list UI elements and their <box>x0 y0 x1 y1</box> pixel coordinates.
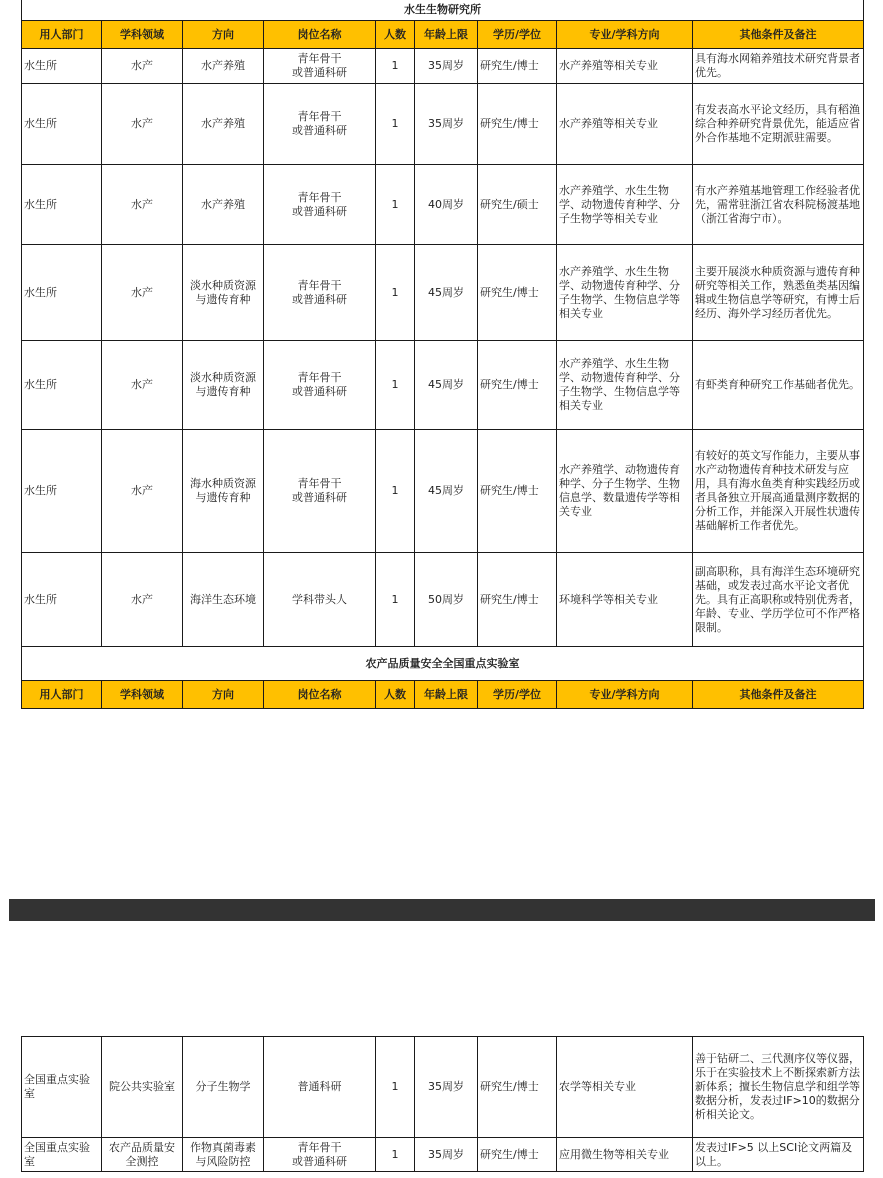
major-cell: 水产养殖等相关专业 <box>557 49 693 84</box>
count-cell: 1 <box>376 165 415 245</box>
field-cell: 院公共实验室 <box>102 1037 183 1138</box>
major-cell: 水产养殖学、水生生物学、动物遗传育种学、分子生物学等相关专业 <box>557 165 693 245</box>
degree-cell: 研究生/博士 <box>478 245 557 341</box>
count-cell: 1 <box>376 553 415 647</box>
column-header-field: 学科领域 <box>102 21 183 49</box>
column-header-post: 岗位名称 <box>264 21 376 49</box>
note-cell: 具有海水网箱养殖技术研究背景者优先。 <box>693 49 864 84</box>
dept-cell: 水生所 <box>22 341 102 430</box>
note-cell: 发表过IF>5 以上SCI论文两篇及以上。 <box>693 1138 864 1172</box>
header-row-quality-lab <box>22 681 864 709</box>
degree-cell: 研究生/博士 <box>478 430 557 553</box>
recruitment-table-page2 <box>21 1036 864 1172</box>
column-header-note: 其他条件及备注 <box>693 681 864 709</box>
count-cell: 1 <box>376 245 415 341</box>
field-cell: 水产 <box>102 430 183 553</box>
field-cell: 水产 <box>102 341 183 430</box>
field-cell: 农产品质量安全测控 <box>102 1138 183 1172</box>
age-limit-cell: 40周岁 <box>415 165 478 245</box>
degree-cell: 研究生/博士 <box>478 553 557 647</box>
age-limit-cell: 35周岁 <box>415 1138 478 1172</box>
degree-cell: 研究生/博士 <box>478 84 557 165</box>
degree-cell: 研究生/博士 <box>478 1037 557 1138</box>
direction-cell: 海洋生态环境 <box>183 553 264 647</box>
direction-cell: 水产养殖 <box>183 49 264 84</box>
column-header-field: 学科领域 <box>102 681 183 709</box>
dept-cell: 水生所 <box>22 553 102 647</box>
post-cell: 青年骨干 或普通科研 <box>264 84 376 165</box>
note-cell: 主要开展淡水种质资源与遗传育种研究等相关工作，熟悉鱼类基因编辑或生物信息学等研究，有博士后经历、海外学习经历者优先。 <box>693 245 864 341</box>
column-header-age: 年龄上限 <box>415 681 478 709</box>
age-limit-cell: 35周岁 <box>415 1037 478 1138</box>
column-header-post: 岗位名称 <box>264 681 376 709</box>
age-limit-cell: 35周岁 <box>415 84 478 165</box>
column-header-major: 专业/学科方向 <box>557 21 693 49</box>
degree-cell: 研究生/博士 <box>478 49 557 84</box>
dept-cell: 水生所 <box>22 49 102 84</box>
column-header-dept: 用人部门 <box>22 21 102 49</box>
recruitment-table-page1 <box>21 0 864 709</box>
post-cell: 青年骨干 或普通科研 <box>264 49 376 84</box>
count-cell: 1 <box>376 1037 415 1138</box>
note-cell: 善于钻研二、三代测序仪等仪器，乐于在实验技术上不断探索新方法新体系；擅长生物信息学和组学等数据分析，发表过IF>10的数据分析相关论文。 <box>693 1037 864 1138</box>
column-header-note: 其他条件及备注 <box>693 21 864 49</box>
column-header-dept: 用人部门 <box>22 681 102 709</box>
table-row <box>22 430 864 553</box>
table-row <box>22 49 864 84</box>
section-title-aquatic-institute <box>22 0 864 21</box>
column-header-age: 年龄上限 <box>415 21 478 49</box>
direction-cell: 作物真菌毒素与风险防控 <box>183 1138 264 1172</box>
dept-cell: 水生所 <box>22 245 102 341</box>
note-cell: 副高职称，具有海洋生态环境研究基础，或发表过高水平论文者优先。具有正高职称或特别优秀者，年龄、专业、学历学位可不作严格限制。 <box>693 553 864 647</box>
post-cell: 学科带头人 <box>264 553 376 647</box>
post-cell: 青年骨干 或普通科研 <box>264 1138 376 1172</box>
major-cell: 水产养殖学、水生生物学、动物遗传育种学、分子生物学、生物信息学等相关专业 <box>557 341 693 430</box>
page-divider-bar <box>9 899 875 921</box>
column-header-direction: 方向 <box>183 681 264 709</box>
table-row <box>22 165 864 245</box>
dept-cell: 全国重点实验室 <box>22 1037 102 1138</box>
field-cell: 水产 <box>102 553 183 647</box>
major-cell: 水产养殖等相关专业 <box>557 84 693 165</box>
column-header-count: 人数 <box>376 21 415 49</box>
degree-cell: 研究生/博士 <box>478 341 557 430</box>
age-limit-cell: 45周岁 <box>415 245 478 341</box>
degree-cell: 研究生/博士 <box>478 1138 557 1172</box>
count-cell: 1 <box>376 1138 415 1172</box>
table-row <box>22 1037 864 1138</box>
table-row <box>22 1138 864 1172</box>
post-cell: 青年骨干 或普通科研 <box>264 245 376 341</box>
field-cell: 水产 <box>102 49 183 84</box>
major-cell: 环境科学等相关专业 <box>557 553 693 647</box>
dept-cell: 水生所 <box>22 84 102 165</box>
age-limit-cell: 45周岁 <box>415 341 478 430</box>
direction-cell: 淡水种质资源与遗传育种 <box>183 341 264 430</box>
column-header-degree: 学历/学位 <box>478 21 557 49</box>
header-row-aquatic <box>22 21 864 49</box>
count-cell: 1 <box>376 84 415 165</box>
column-header-count: 人数 <box>376 681 415 709</box>
table-row <box>22 84 864 165</box>
field-cell: 水产 <box>102 245 183 341</box>
section-title-quality-safety-lab-text: 农产品质量安全全国重点实验室 <box>22 647 864 681</box>
count-cell: 1 <box>376 430 415 553</box>
section-title-aquatic-institute-text: 水生生物研究所 <box>22 0 864 21</box>
direction-cell: 分子生物学 <box>183 1037 264 1138</box>
degree-cell: 研究生/硕士 <box>478 165 557 245</box>
post-cell: 青年骨干 或普通科研 <box>264 341 376 430</box>
dept-cell: 水生所 <box>22 430 102 553</box>
major-cell: 应用微生物等相关专业 <box>557 1138 693 1172</box>
age-limit-cell: 50周岁 <box>415 553 478 647</box>
count-cell: 1 <box>376 49 415 84</box>
post-cell: 青年骨干 或普通科研 <box>264 165 376 245</box>
direction-cell: 淡水种质资源与遗传育种 <box>183 245 264 341</box>
table-row <box>22 553 864 647</box>
column-header-degree: 学历/学位 <box>478 681 557 709</box>
table-row <box>22 341 864 430</box>
direction-cell: 水产养殖 <box>183 84 264 165</box>
direction-cell: 海水种质资源与遗传育种 <box>183 430 264 553</box>
field-cell: 水产 <box>102 165 183 245</box>
note-cell: 有发表高水平论文经历，具有稻渔综合种养研究背景优先，能适应省外合作基地不定期派驻需要。 <box>693 84 864 165</box>
dept-cell: 全国重点实验室 <box>22 1138 102 1172</box>
note-cell: 有虾类育种研究工作基础者优先。 <box>693 341 864 430</box>
field-cell: 水产 <box>102 84 183 165</box>
note-cell: 有水产养殖基地管理工作经验者优先，需常驻浙江省农科院杨渡基地（浙江省海宁市）。 <box>693 165 864 245</box>
column-header-major: 专业/学科方向 <box>557 681 693 709</box>
dept-cell: 水生所 <box>22 165 102 245</box>
major-cell: 农学等相关专业 <box>557 1037 693 1138</box>
post-cell: 普通科研 <box>264 1037 376 1138</box>
note-cell: 有较好的英文写作能力，主要从事水产动物遗传育种技术研发与应用，具有海水鱼类育种实践经历或者具备独立开展高通量测序数据的分析工作，并能深入开展性状遗传基础解析工作者优先。 <box>693 430 864 553</box>
post-cell: 青年骨干 或普通科研 <box>264 430 376 553</box>
section-title-quality-safety-lab <box>22 647 864 681</box>
direction-cell: 水产养殖 <box>183 165 264 245</box>
major-cell: 水产养殖学、动物遗传育种学、分子生物学、生物信息学、数量遗传学等相关专业 <box>557 430 693 553</box>
age-limit-cell: 45周岁 <box>415 430 478 553</box>
major-cell: 水产养殖学、水生生物学、动物遗传育种学、分子生物学、生物信息学等相关专业 <box>557 245 693 341</box>
age-limit-cell: 35周岁 <box>415 49 478 84</box>
column-header-direction: 方向 <box>183 21 264 49</box>
table-row <box>22 245 864 341</box>
count-cell: 1 <box>376 341 415 430</box>
